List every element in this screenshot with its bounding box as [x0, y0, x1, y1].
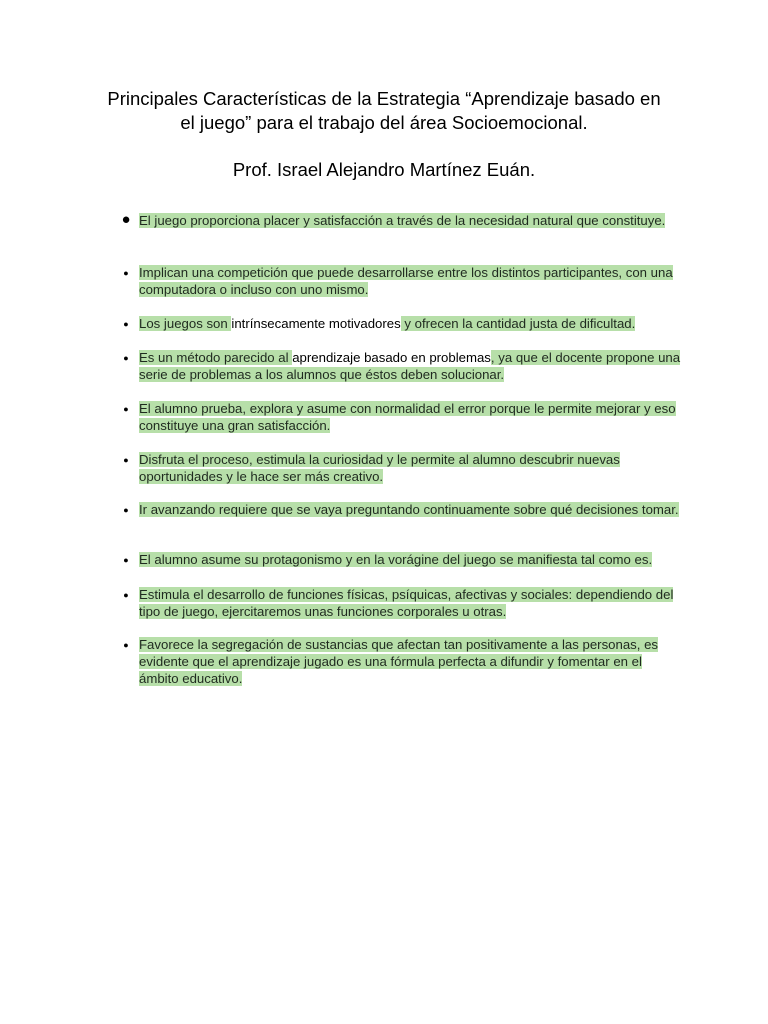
list-item-text: Favorece la segregación de sustancias que afectan tan positivamente a las personas, es evidente que el aprendizaje jugado es una fórmula perfecta a difundir y fomentar en el ámbito educativo. — [139, 637, 659, 686]
bullet-icon: ● — [123, 640, 129, 650]
bullet-icon: ● — [121, 211, 131, 228]
document-author: Prof. Israel Alejandro Martínez Euán. — [232, 159, 536, 180]
list-item-text: Estimula el desarrollo de funciones físicas, psíquicas, afectivas y sociales: dependiendo del tipo de juego, ejercitaremos unas funciones corporales u otras. — [139, 587, 674, 619]
list-item-text: El alumno asume su protagonismo y en la vorágine del juego se manifiesta tal como es. — [139, 552, 653, 567]
list-item-text: Ir avanzando requiere que se vaya preguntando continuamente sobre qué decisiones tomar. — [139, 502, 679, 517]
list-item-text: Implican una competición que puede desarrollarse entre los distintos participantes, con una computadora o incluso con uno mismo. — [139, 265, 673, 297]
bullet-icon: ● — [123, 505, 129, 515]
document-title — [80, 87, 688, 135]
bullet-icon: ● — [123, 555, 129, 565]
bullet-icon: ● — [123, 268, 129, 278]
bullet-icon: ● — [123, 590, 129, 600]
list-item-text: Los juegos son intrínsecamente motivadores y ofrecen la cantidad justa de dificultad. — [139, 316, 636, 331]
list-item-text: Es un método parecido al aprendizaje basado en problemas, ya que el docente propone una serie de problemas a los alumnos que éstos deben solucionar. — [139, 350, 681, 382]
list-item-text: El juego proporciona placer y satisfacción a través de la necesidad natural que constituye. — [139, 213, 666, 228]
document-title-line-1: Principales Características de la Estrategia “Aprendizaje basado en — [107, 88, 661, 109]
bullet-icon: ● — [123, 455, 129, 465]
list-item-text: El alumno prueba, explora y asume con normalidad el error porque le permite mejorar y eso constituye una gran satisfacción. — [139, 401, 676, 433]
document-title-line-2: el juego” para el trabajo del área Socioemocional. — [180, 112, 588, 133]
emphasized-term: aprendizaje basado en problemas — [292, 350, 491, 365]
bullet-icon: ● — [123, 404, 129, 414]
list-item-text: Disfruta el proceso, estimula la curiosidad y le permite al alumno descubrir nuevas oportunidades y le hace ser más creativo. — [139, 452, 620, 484]
bullet-icon: ● — [123, 353, 129, 363]
emphasized-term: intrínsecamente motivadores — [231, 316, 401, 331]
bullet-icon: ● — [123, 319, 129, 329]
